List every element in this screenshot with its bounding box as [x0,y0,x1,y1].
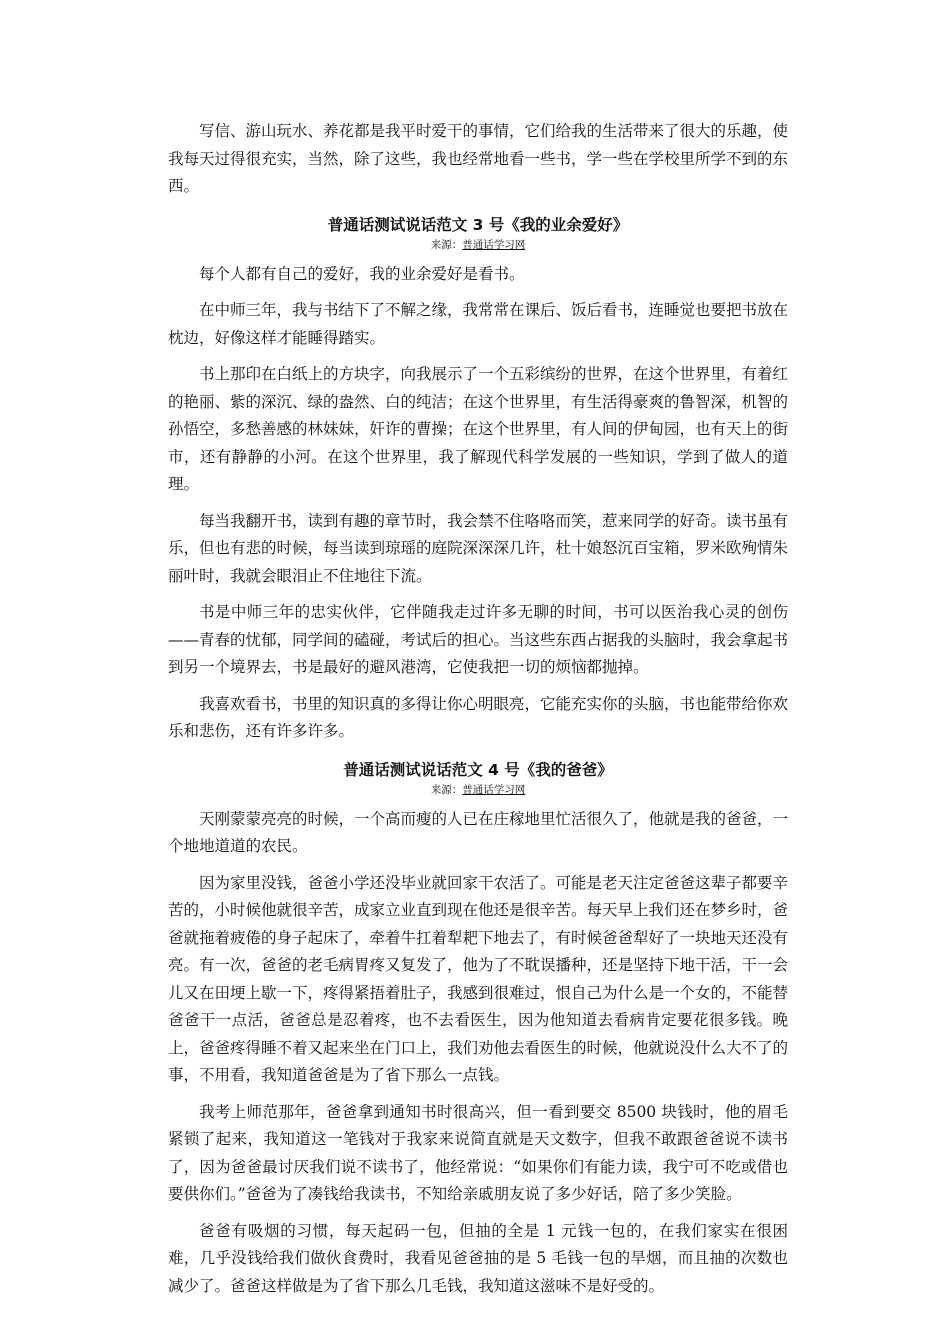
article-paragraph: 因为家里没钱，爸爸小学还没毕业就回家干农活了。可能是老天注定爸爸这辈子都要辛苦的，小时候他就很辛苦，成家立业直到现在他还是很辛苦。每天早上我们还在梦乡时，爸爸就拖着疲倦的身子起床了，牵着牛扛着犁耙下地去了，有时候爸爸犁好了一块地天还没有亮。有一次，爸爸的老毛病胃疼又复发了，他为了不耽误播种，还是坚持下地干活，干一会儿又在田埂上歇一下，疼得紧捂着肚子，我感到很难过，恨自己为什么是一个女的，不能替爸爸干一点活，爸爸总是忍着疼，也不去看医生，因为他知道去看病肯定要花很多钱。晚上，爸爸疼得睡不着又起来坐在门口上，我们劝他去看医生的时候，他就说没什么大不了的事，不用看，我知道爸爸是为了省下那么一点钱。 [168,873,789,1084]
article-title: 普通话测试说话范文 4 号《我的爸爸》 [343,760,613,779]
article-source [168,782,788,798]
source-label: 来源： [430,238,463,251]
article-paragraph: 在中师三年，我与书结下了不解之缘，我常常在课后、饭后看书，连睡觉也要把书放在枕边，好像这样才能睡得踏实。 [168,301,789,347]
article-source [168,237,788,253]
article-3 [168,213,788,746]
intro-paragraph: 写信、游山玩水、养花都是我平时爱干的事情，它们给我的生活带来了很大的乐趣，使我每天过得很充实，当然，除了这些，我也经常地看一些书，学一些在学校里所学不到的东西。 [168,122,789,195]
source-label: 来源： [430,783,463,796]
article-paragraph: 书是中师三年的忠实伙伴，它伴随我走过许多无聊的时间，书可以医治我心灵的创伤——青春的忧郁，同学间的磕碰，考试后的担心。当这些东西占据我的头脑时，我会拿起书到另一个境界去，书是最好的避风港湾，它使我把一切的烦恼都抛掉。 [168,603,789,676]
article-paragraph: 书上那印在白纸上的方块字，向我展示了一个五彩缤纷的世界，在这个世界里，有着红的艳丽、紫的深沉、绿的盎然、白的纯洁；在这个世界里，有生活得豪爽的鲁智深，机智的孙悟空，多愁善感的林妹妹，奸诈的曹操；在这个世界里，有人间的伊甸园，也有天上的街市，还有静静的小河。在这个世界里，我了解现代科学发展的一些知识，学到了做人的道理。 [168,365,789,493]
document-body [168,118,788,1309]
article-paragraph: 爸爸有吸烟的习惯，每天起码一包，但抽的全是 1 元钱一包的，在我们家实在很困难，几乎没钱给我们做伙食费时，我看见爸爸抽的是 5 毛钱一包的旱烟，而且抽的次数也减少了。爸爸这样做是为了省下那么几毛钱，我知道这滋味不是好受的。 [168,1221,788,1295]
article-4 [168,758,788,1301]
source-link[interactable]: 普通话学习网 [462,783,526,796]
article-paragraph: 每个人都有自己的爱好，我的业余爱好是看书。 [199,264,525,283]
article-paragraph: 我考上师范那年，爸爸拿到通知书时很高兴，但一看到要交 8500 块钱时，他的眉毛紧锁了起来，我知道这一笔钱对于我家来说简直就是天文数字，但我不敢跟爸爸说不读书了，因为爸爸最讨厌我们说不读书了，他经常说：“如果你们有能力读，我宁可不吃或借也要供你们。”爸爸为了凑钱给我读书，不知给亲戚朋友说了多少好话，陪了多少笑脸。 [168,1102,788,1203]
article-title: 普通话测试说话范文 3 号《我的业余爱好》 [327,215,629,234]
source-link[interactable]: 普通话学习网 [462,238,526,251]
article-paragraph: 每当我翻开书，读到有趣的章节时，我会禁不住咯咯而笑，惹来同学的好奇。读书虽有乐，但也有悲的时候，每当读到琼瑶的庭院深深深几许，杜十娘怒沉百宝箱，罗米欧殉情朱丽叶时，我就会眼泪止不住地往下流。 [168,511,789,585]
article-paragraph: 我喜欢看书，书里的知识真的多得让你心明眼亮，它能充实你的头脑，书也能带给你欢乐和悲伤，还有许多许多。 [168,694,789,740]
article-paragraph: 天刚蒙蒙亮亮的时候，一个高而瘦的人已在庄稼地里忙活很久了，他就是我的爸爸，一个地地道道的农民。 [168,809,789,855]
